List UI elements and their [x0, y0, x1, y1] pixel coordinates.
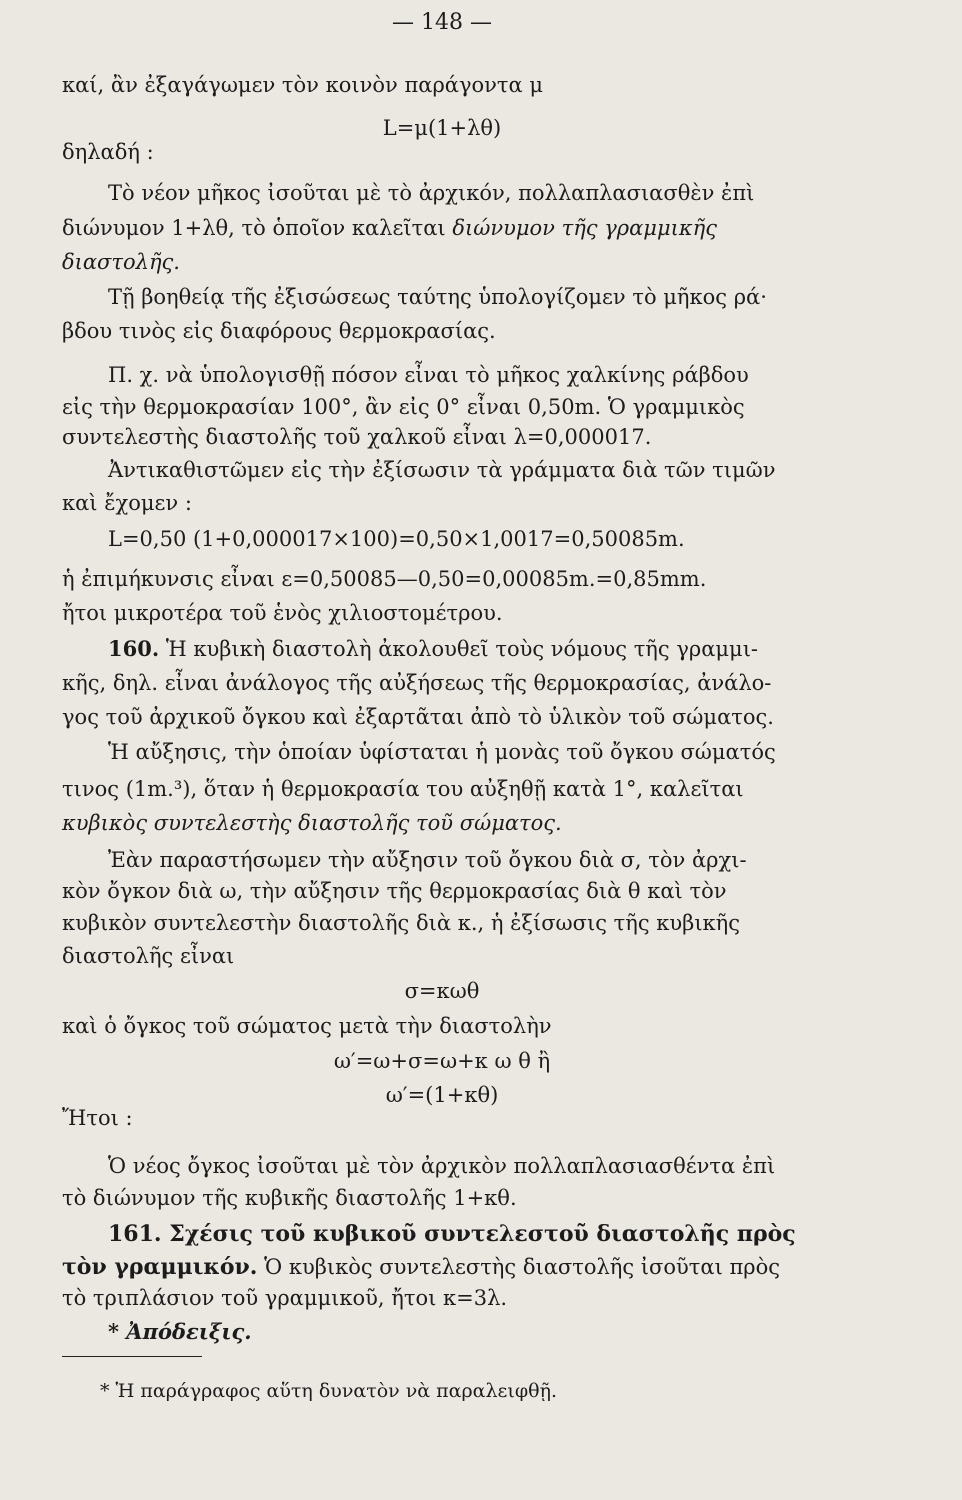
text-line: διαστολῆς.: [62, 250, 180, 274]
text-line: βδου τινὸς εἰς διαφόρους θερμοκρασίας.: [62, 319, 496, 343]
equation: σ=κωθ: [404, 979, 480, 1003]
text-span: Ὁ κυβικὸς συντελεστὴς διαστολῆς ἰσοῦται πρὸς: [264, 1255, 781, 1279]
text-line: κυβικὸν συντελεστὴν διαστολῆς διὰ κ., ἡ ἐξίσωσις τῆς κυβικῆς: [62, 911, 741, 935]
text-line: εἰς τὴν θερμοκρασίαν 100°, ἂν εἰς 0° εἶναι 0,50m. Ὁ γραμμικὸς: [62, 395, 745, 419]
section-paragraph: [108, 634, 822, 664]
text-line: Ὁ νέος ὄγκος ἰσοῦται μὲ τὸν ἀρχικὸν πολλαπλασιασθέντα ἐπὶ: [108, 1154, 776, 1178]
text-line: γος τοῦ ἀρχικοῦ ὄγκου καὶ ἐξαρτᾶται ἀπὸ τὸ ὑλικὸν τοῦ σώματος.: [62, 705, 774, 729]
equation: ω′=ω+σ=ω+κ ω θ ἢ: [333, 1049, 551, 1073]
text-line: Π. χ. νὰ ὑπολογισθῇ πόσον εἶναι τὸ μῆκος χαλκίνης ράβδου: [108, 363, 749, 387]
text-line: τὸ τριπλάσιον τοῦ γραμμικοῦ, ἤτοι κ=3λ.: [62, 1286, 508, 1310]
equation: L=μ(1+λθ): [382, 116, 502, 140]
text-line: διαστολῆς εἶναι: [62, 944, 235, 968]
footnote: * Ἡ παράγραφος αὕτη δυνατὸν νὰ παραλειφθῇ.: [100, 1380, 557, 1402]
text-line: δηλαδή :: [62, 140, 154, 164]
page-number: — 148 —: [392, 10, 492, 35]
text-line: τὸ διώνυμον τῆς κυβικῆς διαστολῆς 1+κθ.: [62, 1186, 517, 1210]
text-line: Ἀντικαθιστῶμεν εἰς τὴν ἐξίσωσιν τὰ γράμματα διὰ τῶν τιμῶν: [108, 458, 776, 482]
section-number: 160.: [108, 636, 160, 661]
text-line: καὶ ὁ ὄγκος τοῦ σώματος μετὰ τὴν διαστολὴν: [62, 1014, 552, 1038]
equation: L=0,50 (1+0,000017×100)=0,50×1,0017=0,50085m.: [108, 527, 685, 551]
text-line: ἤτοι μικροτέρα τοῦ ἑνὸς χιλιοστομέτρου.: [62, 601, 503, 625]
text-line: Ἤτοι :: [62, 1106, 133, 1130]
text-line: Τῇ βοηθείᾳ τῆς ἐξισώσεως ταύτης ὑπολογίζομεν τὸ μῆκος ρά·: [108, 285, 767, 309]
text-line: [62, 1252, 822, 1282]
text-line: κὸν ὄγκον διὰ ω, τὴν αὔξησιν τῆς θερμοκρασίας διὰ θ καὶ τὸν: [62, 879, 727, 903]
text-line: καί, ἂν ἐξαγάγωμεν τὸν κοινὸν παράγοντα μ: [62, 73, 544, 97]
text-span: διώνυμον 1+λθ, τὸ ὁποῖον καλεῖται: [62, 216, 446, 240]
term-italic: κυβικὸς συντελεστὴς διαστολῆς τοῦ σώματος.: [62, 811, 562, 835]
text-line: συντελεστὴς διαστολῆς τοῦ χαλκοῦ εἶναι λ=0,000017.: [62, 425, 652, 449]
text-line: Ἡ αὔξησις, τὴν ὁποίαν ὑφίσταται ἡ μονὰς τοῦ ὄγκου σώματός: [108, 740, 776, 764]
section-heading: [108, 1219, 822, 1249]
text-line: κῆς, δηλ. εἶναι ἀνάλογος τῆς αὐξήσεως τῆς θερμοκρασίας, ἀνάλο-: [62, 671, 772, 695]
footnote-rule: [62, 1356, 202, 1357]
proof-heading: * Ἀπόδειξις.: [108, 1319, 252, 1344]
text-line: ἡ ἐπιμήκυνσις εἶναι ε=0,50085—0,50=0,00085m.=0,85mm.: [62, 567, 707, 591]
text-line: τινος (1m.³), ὅταν ἡ θερμοκρασία του αὐξηθῇ κατὰ 1°, καλεῖται: [62, 777, 744, 801]
equation: ω′=(1+κθ): [385, 1083, 499, 1107]
text-line: Τὸ νέον μῆκος ἰσοῦται μὲ τὸ ἀρχικόν, πολλαπλασιασθὲν ἐπὶ: [108, 181, 755, 205]
text-span: Ἡ κυβικὴ διαστολὴ ἀκολουθεῖ τοὺς νόμους τῆς γραμμι-: [165, 637, 759, 661]
section-title: Σχέσις τοῦ κυβικοῦ συντελεστοῦ διαστολῆς πρὸς: [169, 1221, 796, 1247]
section-title-continued: τὸν γραμμικόν.: [62, 1254, 258, 1280]
text-line: [62, 213, 822, 243]
text-line: καὶ ἔχομεν :: [62, 491, 192, 515]
section-number: 161.: [108, 1221, 162, 1247]
term-italic: διώνυμον τῆς γραμμικῆς: [452, 216, 717, 240]
text-line: Ἐὰν παραστήσωμεν τὴν αὔξησιν τοῦ ὄγκου διὰ σ, τὸν ἀρχι-: [108, 848, 747, 872]
